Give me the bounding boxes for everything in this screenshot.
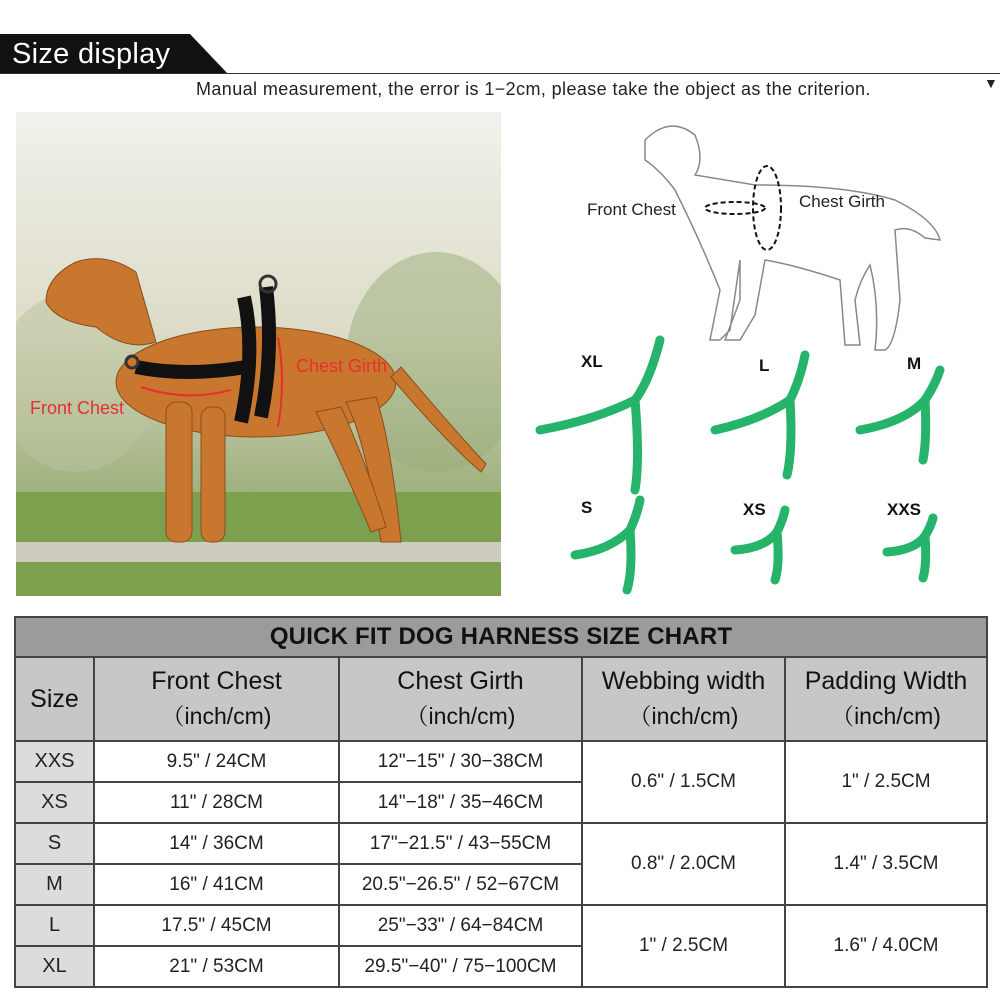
- padding-width-cell: 1.4" / 3.5CM: [785, 823, 987, 905]
- chest-girth-cell: 20.5"−26.5" / 52−67CM: [339, 864, 582, 905]
- chest-girth-cell: 12"−15" / 30−38CM: [339, 741, 582, 782]
- front-chest-cell: 11" / 28CM: [94, 782, 339, 823]
- col-header-size: Size: [15, 657, 94, 741]
- table-row: [15, 741, 987, 782]
- size-cell: XL: [15, 946, 94, 987]
- diagram-chest-girth-label: Chest Girth: [799, 192, 885, 211]
- measurement-diagram: [515, 100, 1000, 600]
- padding-width-cell: 1.6" / 4.0CM: [785, 905, 987, 987]
- col-header-webbing-width: Webbing width （inch/cm): [582, 657, 785, 741]
- diagram-front-chest-label: Front Chest: [587, 200, 676, 219]
- chest-girth-cell: 17"−21.5" / 43−55CM: [339, 823, 582, 864]
- harness-size-xs: XS: [743, 500, 766, 519]
- size-cell: XXS: [15, 741, 94, 782]
- header-divider: [0, 73, 1000, 74]
- triangle-down-icon: ▼: [984, 75, 998, 91]
- size-chart-table: [14, 616, 988, 988]
- chest-girth-cell: 14"−18" / 35−46CM: [339, 782, 582, 823]
- harness-size-l: L: [759, 356, 770, 375]
- webbing-width-cell: 1" / 2.5CM: [582, 905, 785, 987]
- col-header-front-chest: Front Chest （inch/cm): [94, 657, 339, 741]
- page-title: Size display: [12, 38, 171, 70]
- table-title: QUICK FIT DOG HARNESS SIZE CHART: [15, 617, 987, 657]
- front-chest-cell: 14" / 36CM: [94, 823, 339, 864]
- measurement-note: Manual measurement, the error is 1−2cm, please take the object as the criterion.: [196, 79, 871, 99]
- photo-chest-girth-label: Chest Girth: [296, 356, 388, 376]
- photo-front-chest-label: Front Chest: [30, 398, 125, 418]
- padding-width-cell: 1" / 2.5CM: [785, 741, 987, 823]
- table-row: [15, 905, 987, 946]
- webbing-width-cell: 0.6" / 1.5CM: [582, 741, 785, 823]
- harness-icons: [540, 340, 940, 590]
- col-header-padding-width: Padding Width （inch/cm): [785, 657, 987, 741]
- size-cell: L: [15, 905, 94, 946]
- size-cell: S: [15, 823, 94, 864]
- front-chest-cell: 9.5" / 24CM: [94, 741, 339, 782]
- col-header-chest-girth: Chest Girth （inch/cm): [339, 657, 582, 741]
- harness-size-m: M: [907, 354, 922, 373]
- chest-girth-cell: 25"−33" / 64−84CM: [339, 905, 582, 946]
- table-row: [15, 823, 987, 864]
- size-cell: XS: [15, 782, 94, 823]
- front-chest-cell: 17.5" / 45CM: [94, 905, 339, 946]
- webbing-width-cell: 0.8" / 2.0CM: [582, 823, 785, 905]
- chest-girth-cell: 29.5"−40" / 75−100CM: [339, 946, 582, 987]
- front-chest-cell: 21" / 53CM: [94, 946, 339, 987]
- front-chest-cell: 16" / 41CM: [94, 864, 339, 905]
- dog-photo: [16, 112, 501, 596]
- harness-size-s: S: [581, 498, 593, 517]
- harness-size-xl: XL: [581, 352, 603, 371]
- size-cell: M: [15, 864, 94, 905]
- harness-size-xxs: XXS: [887, 500, 922, 519]
